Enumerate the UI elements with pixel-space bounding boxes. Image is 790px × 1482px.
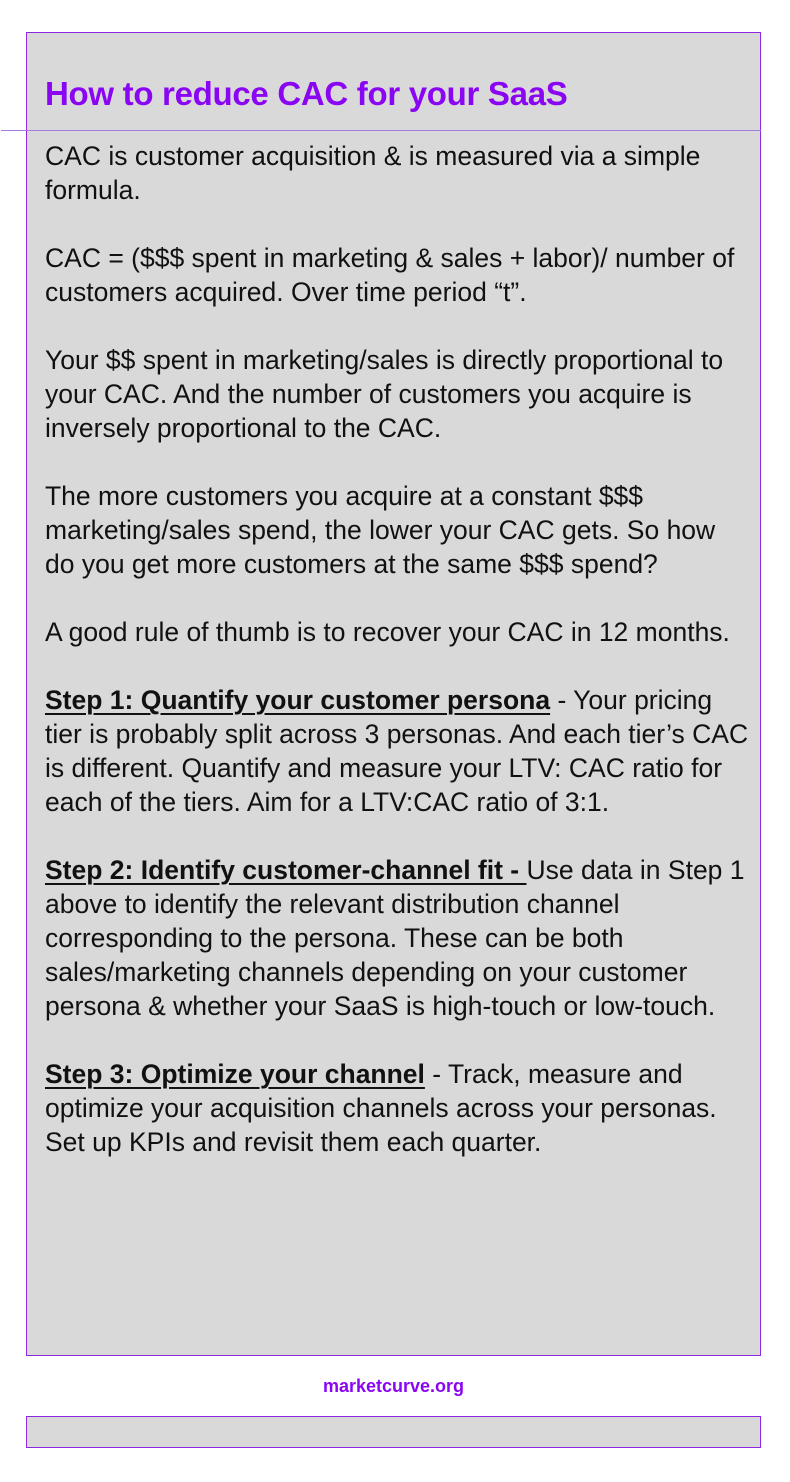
step-2-heading: Step 2: Identify customer-channel fit - [45, 855, 527, 885]
article-body [45, 139, 750, 1193]
paragraph-intro: CAC is customer acquisition & is measured via a simple formula. [45, 141, 701, 205]
step-3 [45, 1057, 750, 1159]
step-2-text: Use data in Step 1 above to identify the relevant distribution channel corresponding to the persona. These can be both sales/marketing channels depending on your customer persona & whether your SaaS is high-touch or low-touch. [45, 855, 745, 1021]
paragraph-formula: CAC = ($$$ spent in marketing & sales + labor)/ number of customers acquired. Over time period “t”. [45, 243, 735, 307]
page-title: How to reduce CAC for your SaaS [45, 75, 568, 112]
paragraph-proportional: Your $$ spent in marketing/sales is directly proportional to your CAC. And the number of customers you acquire is inversely proportional to the CAC. [45, 345, 724, 443]
step-1-heading: Step 1: Quantify your customer persona [45, 685, 551, 715]
step-2 [45, 853, 750, 1023]
step-1-text: - Your pricing tier is probably split across 3 personas. And each tier’s CAC is different. Quantify and measure your LTV: CAC ratio for each of the tiers. Aim for a LTV:CAC ratio of 3:1. [45, 685, 749, 817]
footer-link[interactable]: marketcurve.org [322, 1375, 465, 1396]
paragraph-question: The more customers you acquire at a constant $$$ marketing/sales spend, the lower your CAC gets. So how do you get more customers at the same $$$ spend? [45, 481, 716, 579]
step-3-heading: Step 3: Optimize your channel [45, 1059, 425, 1089]
step-1 [45, 683, 750, 819]
title-divider [1, 130, 761, 131]
footer-bar [26, 1355, 761, 1417]
step-3-text: - Track, measure and optimize your acquisition channels across your personas. Set up KPIs and revisit them each quarter. [45, 1059, 717, 1157]
content-card [26, 32, 761, 1448]
paragraph-rule-of-thumb: A good rule of thumb is to recover your CAC in 12 months. [45, 617, 730, 647]
